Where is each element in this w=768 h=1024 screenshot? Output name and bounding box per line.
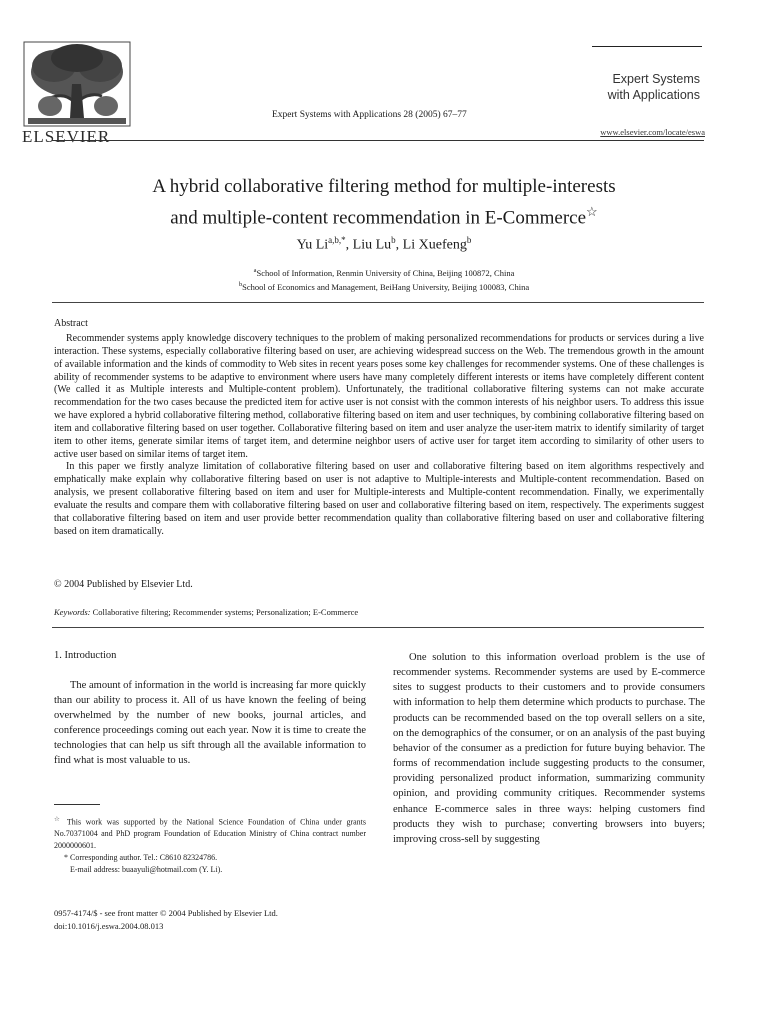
- keywords: [54, 607, 358, 617]
- footnotes: [54, 814, 366, 876]
- front-matter-info: [54, 907, 278, 933]
- author-sup: b: [466, 235, 472, 245]
- affiliation-text: School of Information, Renmin University of China, Beijing 100872, China: [256, 267, 515, 278]
- abstract-copyright: © 2004 Published by Elsevier Ltd.: [54, 579, 193, 590]
- title-line2-text: and multiple-content recommendation in E-Commerce: [170, 207, 587, 229]
- article-title: [60, 174, 708, 230]
- left-column: [54, 678, 366, 769]
- footnote-corresponding: * Corresponding author. Tel.: C8610 82324786.: [64, 853, 218, 863]
- author-name: Yu Li: [296, 237, 329, 253]
- intro-paragraph-2: One solution to this information overload problem is the use of recommender systems. Recommender systems are used by E-commerce sites to suggest products to their customers and to provide consumers with information to help them determine which products to purchase. The products can be recommended based on the top overall sellers on a site, on the demographics of the consumer, or on an analysis of the past buying behavior of the consumer as a prediction for future buying behavior. The forms of recommendation include suggesting products to the consumer, providing personalized product information, summarizing community opinion, and providing community critiques. Recommender systems enhance E-commerce sales in three ways: helping customers find products they wish to purchase; converting browsers into buyers; improving cross-sell by suggesting: [393, 652, 705, 845]
- author-name: Li Xuefeng: [402, 237, 467, 253]
- author-list: [60, 235, 708, 254]
- affiliation-mark: a: [253, 267, 257, 274]
- journal-title: [585, 71, 700, 103]
- footnote-funding-text: This work was supported by the National Science Foundation of China under grants No.70371004 and PhD program Foundation of Education Ministry of China contract number 2000000601.: [54, 817, 367, 851]
- footnote-mark: ☆: [54, 816, 63, 823]
- issn-line: 0957-4174/$ - see front matter © 2004 Published by Elsevier Ltd.: [54, 908, 278, 918]
- intro-paragraph-1: The amount of information in the world is increasing far more quickly than our ability to process it. All of us have known the feeling of being overwhelmed by the number of new books, journal articles, and conference proceedings coming out each year. Now it is time to create the technologies that can help us sift through all the available information to find what is most valuable to us.: [54, 680, 366, 767]
- author-name: Liu Lu: [352, 237, 392, 253]
- title-footnote-mark[interactable]: ☆: [586, 204, 598, 219]
- doi-link[interactable]: doi:10.1016/j.eswa.2004.08.013: [54, 921, 164, 931]
- author-sep: ,: [345, 237, 353, 253]
- affiliation-a: [60, 267, 708, 278]
- keywords-bottom-rule: [52, 627, 704, 628]
- affiliation-text: School of Economics and Management, BeiHang University, Beijing 100083, China: [242, 281, 530, 292]
- title-line1: A hybrid collaborative filtering method for multiple-interests: [152, 176, 616, 197]
- title-line2: [60, 199, 708, 230]
- footnote-email: E-mail address: buaayuli@hotmail.com (Y. Li).: [70, 864, 223, 874]
- journal-url-link[interactable]: www.elsevier.com/locate/eswa: [600, 127, 705, 137]
- right-column: [393, 650, 705, 847]
- abstract-body: [54, 333, 704, 539]
- journal-title-line1: Expert Systems: [612, 72, 700, 86]
- author-sup: b: [391, 235, 396, 245]
- author-sup: a,b,*: [328, 235, 346, 245]
- section-heading-introduction: 1. Introduction: [54, 650, 117, 661]
- keywords-label: Keywords:: [54, 607, 91, 617]
- journal-title-rule: [592, 46, 702, 47]
- abstract-paragraph-1: Recommender systems apply knowledge discovery techniques to the problem of making personalized recommendations for products or services during a live interaction. These systems, especially collaborative filtering based on user, are achieving widespread success on the Web. The tremendous growth in the amount of available information and the kinds of commodity to Web sites in recent years poses some key challenges for recommender systems. One of these challenges is ability of recommender systems to be adaptive to environment where users have many completely different interests or items have completely different content (We called it as Multiple interests and Multiple-content problem). Unfortunately, the traditional collaborative filtering systems can not make accurate recommendation for the two cases because the predicted item for active user is not consist with the common interests of his neighbor users. To address this issue we have explored a hybrid collaborative filtering method, collaborative filtering based on item and user techniques, by combining collaborative filtering based on item and collaborative filtering based on user together. Collaborative filtering based on item and user analyze the user-item matrix to identify similarity of target item to other items, generate similar items of target item, and determine neighbor users of active user for target item according to similarity of other users to active user based on similar items of target item.: [54, 333, 704, 460]
- footnote-rule: [54, 804, 100, 805]
- journal-reference: Expert Systems with Applications 28 (2005) 67–77: [272, 110, 467, 120]
- publisher-name: ELSEVIER: [22, 127, 111, 146]
- affiliation-b: [60, 281, 708, 292]
- footnote-funding: [54, 814, 366, 852]
- affiliation-mark: b: [238, 281, 243, 288]
- header-divider: [52, 140, 704, 141]
- journal-title-line2: with Applications: [607, 88, 700, 102]
- author-sep: ,: [395, 237, 403, 253]
- abstract-top-rule: [52, 302, 704, 303]
- abstract-heading: Abstract: [54, 318, 88, 329]
- keywords-text: Collaborative filtering; Recommender systems; Personalization; E-Commerce: [92, 607, 359, 617]
- abstract-paragraph-2: In this paper we firstly analyze limitation of collaborative filtering based on user and collaborative filtering based on item algorithms respectively and emphatically make explain why collaborative filtering based on user is not adaptive to Multiple-interests and Multiple-content recommendation. Based on analysis, we present collaborative filtering based on item and user for Multiple-interests and Multiple-content recommendation. Finally, we experimentally evaluate the results and compare them with collaborative filtering based on user and collaborative filtering based on item, respectively. The experiments suggest that collaborative filtering based on item and user provide better recommendation quality than collaborative filtering based on user and collaborative filtering based on item dramatically.: [54, 461, 704, 537]
